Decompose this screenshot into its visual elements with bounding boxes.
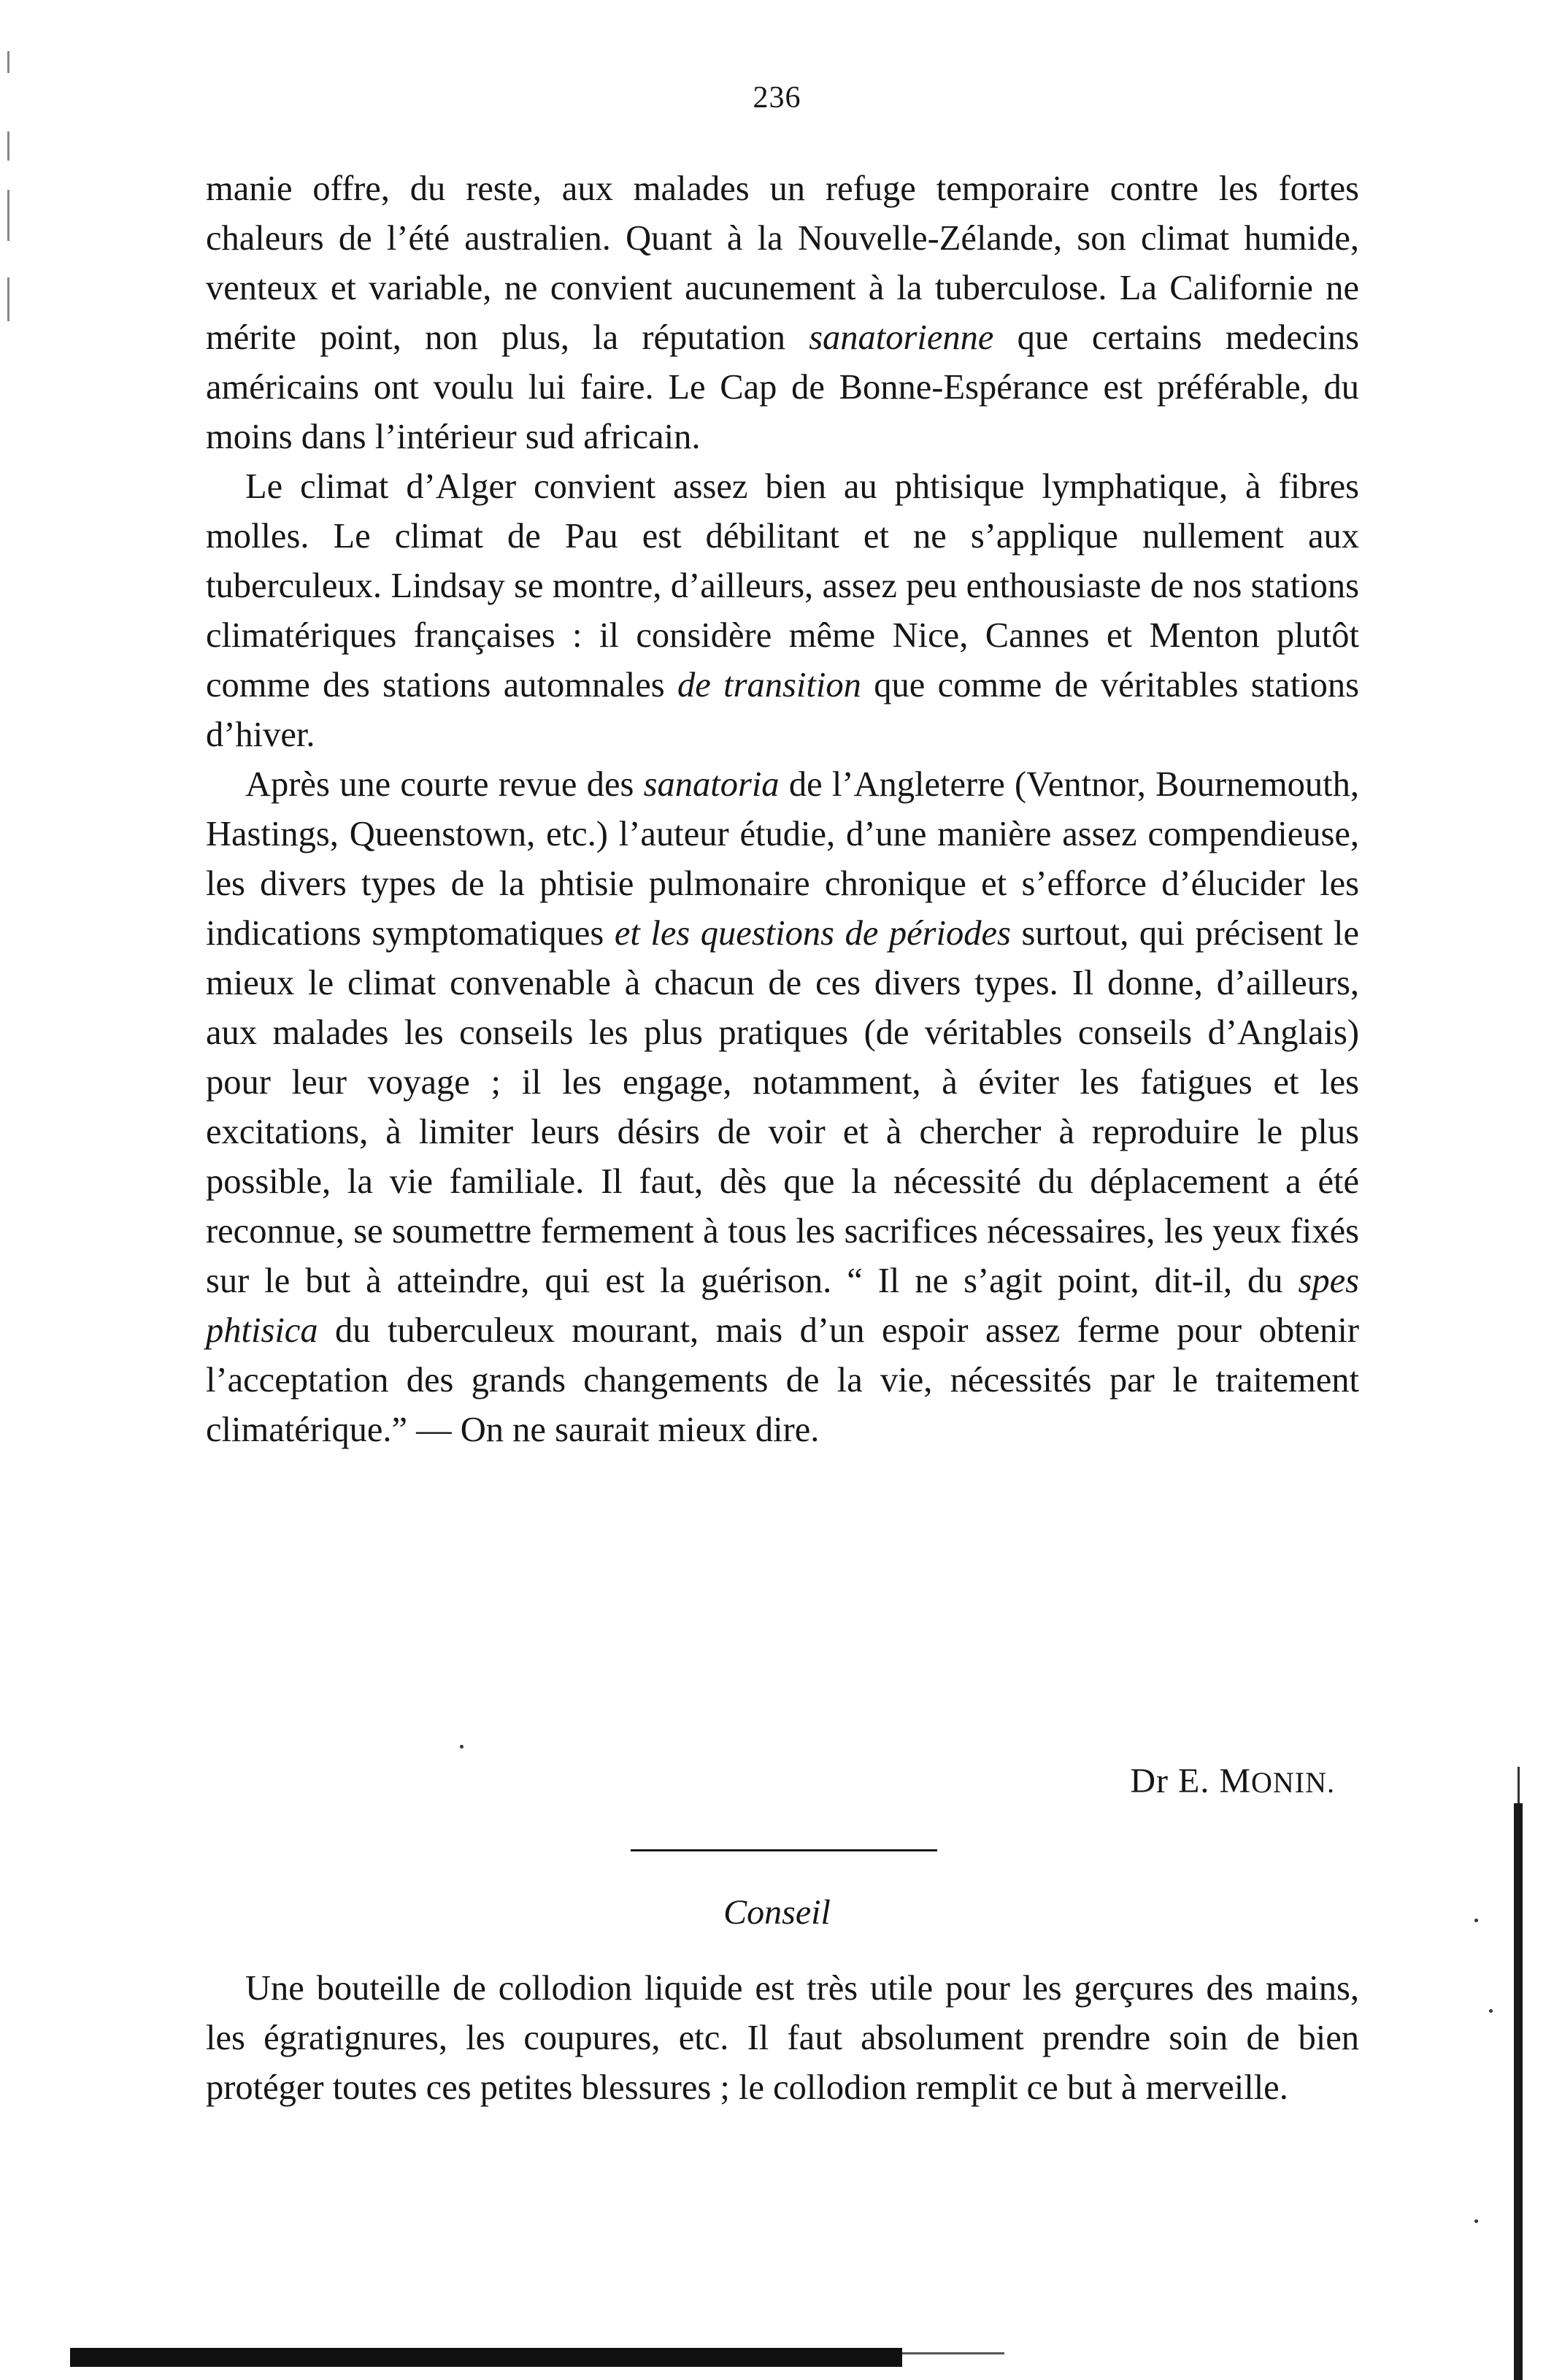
paragraph-1: [206, 164, 1359, 462]
section-divider: [631, 1849, 937, 1851]
scan-speck: [1474, 1919, 1478, 1922]
paragraph-3: [206, 760, 1359, 1455]
section-title: Conseil: [723, 1893, 831, 1932]
italic-term: sanatorienne: [809, 318, 994, 357]
scan-edge-mark: [7, 190, 9, 241]
italic-term: de transition: [677, 666, 861, 705]
conseil-paragraph: Une bouteille de collodion liquide est très utile pour les gerçures des mains, les égratignures, les coupures, etc. Il faut absolument prendre soin de bien protéger toutes ces petites blessures ; le collodion remplit ce but à merveille.: [206, 1969, 1359, 2107]
scan-edge-mark: [7, 277, 9, 321]
text-run: que certains medecins américains ont voulu lui faire. Le Cap de Bonne-Espérance est préférable, du moins dans l’intérieur sud africain.: [206, 318, 1359, 456]
signature-name: ONIN.: [1251, 1766, 1335, 1799]
text-run: que comme de véritables stations d’hiver.: [206, 666, 1360, 754]
scan-edge-bar: [1514, 1803, 1523, 2380]
article-body: [206, 164, 1359, 1455]
text-run: Le climat d’Alger convient assez bien au phtisique lymphatique, à fibres molles. Le climat de Pau est débilitant et ne s’applique nullement aux tuberculeux. Lindsay se montre, d’ailleurs, assez peu enthousiaste de nos stations climatériques françaises : il considère même Nice, Cannes et Menton plutôt comme des stations automnales: [206, 467, 1359, 705]
conseil-body: [206, 1964, 1359, 2113]
signature-prefix: Dr E. M: [1130, 1762, 1252, 1800]
italic-term: sanatoria: [643, 765, 780, 804]
scan-speck: [460, 1745, 463, 1748]
scan-edge-mark: [7, 51, 9, 73]
text-run: du tuberculeux mourant, mais d’un espoir assez ferme pour obtenir l’acceptation des grands changements de la vie, nécessités par le traitement climatérique.” — On ne saurait mieux dire.: [206, 1311, 1359, 1449]
italic-term: spes phtisica: [206, 1262, 1359, 1350]
scan-bottom-line: [902, 2352, 1004, 2354]
text-run: surtout, qui précisent le mieux le climat convenable à chacun de ces divers types. Il donne, d’ailleurs, aux malades les conseils les plus pratiques (de véritables conseils d’Anglais) pour leur voyage ; il les engage, notamment, à éviter les fatigues et les excitations, à limiter leurs désirs de voir et à chercher à reproduire le plus possible, la vie familiale. Il faut, dès que la nécessité du déplacement a été reconnue, se soumettre fermement à tous les sacrifices nécessaires, les yeux fixés sur le but à atteindre, qui est la guérison. “ Il ne s’agit point, dit-il, du: [206, 914, 1359, 1300]
scan-edge-mark: [7, 131, 9, 161]
text-run: Après une courte revue des: [245, 765, 634, 804]
page-number: 236: [753, 81, 801, 115]
paragraph-2: [206, 462, 1359, 760]
text-run: manie offre, du reste, aux malades un refuge temporaire contre les fortes chaleurs de l’été australien. Quant à la Nouvelle-Zélande, son climat humide, venteux et variable, ne convient aucunement à la tuberculose. La Californie ne mérite point, non plus, la réputation: [206, 169, 1359, 357]
author-signature: [1130, 1761, 1335, 1801]
scan-bottom-bar: [70, 2348, 902, 2367]
italic-term: et les questions de périodes: [614, 914, 1011, 953]
scan-speck: [1489, 2009, 1493, 2013]
scan-speck: [1474, 2219, 1478, 2223]
text-run: de l’Angleterre (Ventnor, Bournemouth, Hastings, Queenstown, etc.) l’auteur étudie, d’une manière assez compendieuse, les divers types de la phtisie pulmonaire chronique et s’efforce d’élucider les indications symptomatiques: [206, 765, 1360, 953]
